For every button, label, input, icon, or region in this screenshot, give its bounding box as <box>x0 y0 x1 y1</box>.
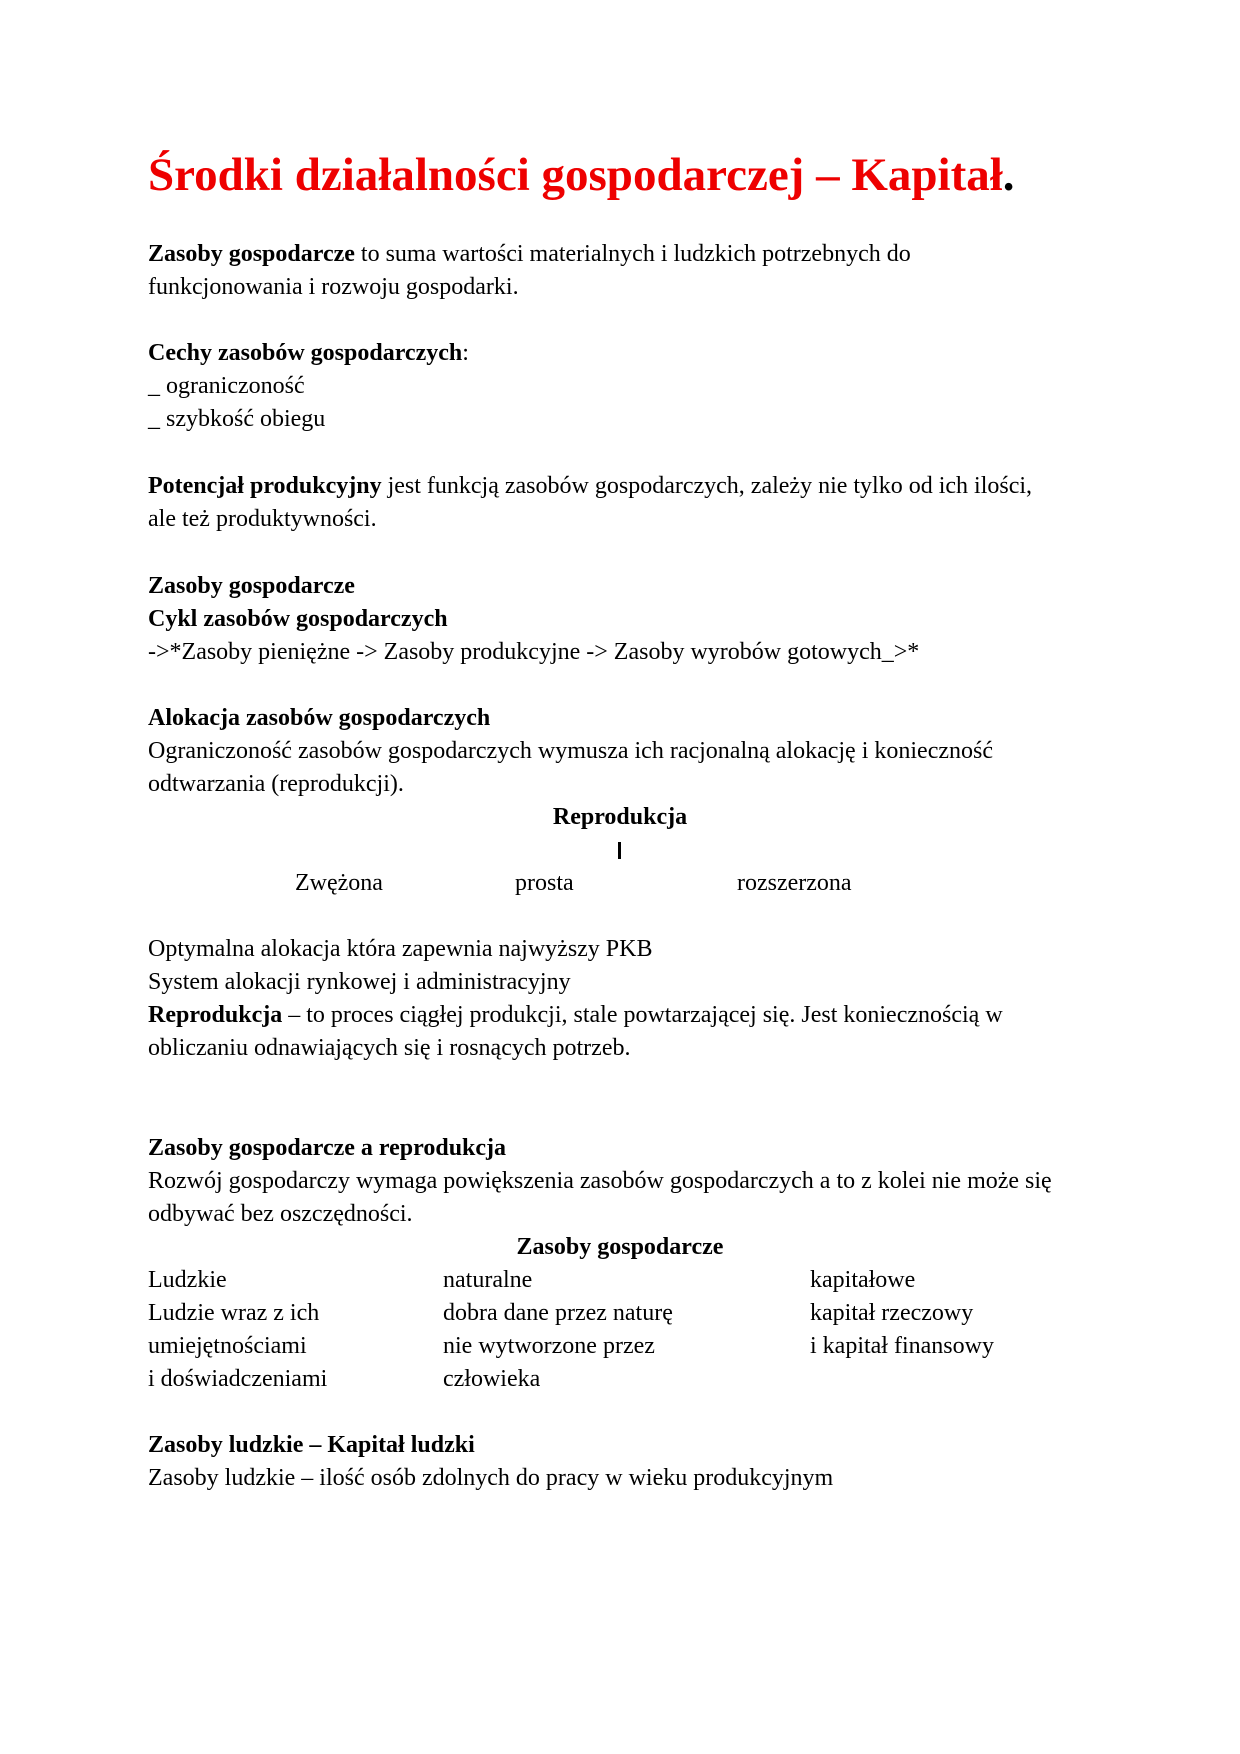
intro-line-1 <box>148 238 911 271</box>
reproduction-term: Reprodukcja <box>148 1002 283 1028</box>
cycle-heading-2: Cykl zasobów gospodarczych <box>148 606 448 632</box>
human-resources-heading: Zasoby ludzkie – Kapitał ludzki <box>148 1432 475 1458</box>
document-title-text: Środki działalności gospodarczej – Kapitał <box>148 149 1003 201</box>
reproduction-definition-line-2: obliczaniu odnawiających się i rosnących potrzeb. <box>148 1035 631 1061</box>
document-title-period: . <box>1002 149 1015 201</box>
potential-term: Potencjał produkcyjny <box>148 473 382 499</box>
column-line: człowieka <box>443 1366 541 1392</box>
features-heading-text: Cechy zasobów gospodarczych <box>148 340 463 366</box>
reproduction-type-simple: prosta <box>515 870 574 896</box>
reproduction-section-heading: Zasoby gospodarcze a reprodukcja <box>148 1135 507 1161</box>
reproduction-diagram-heading: Reprodukcja <box>552 804 688 830</box>
intro-text: to suma wartości materialnych i ludzkich potrzebnych do <box>354 241 911 267</box>
allocation-heading: Alokacja zasobów gospodarczych <box>148 705 491 731</box>
column-line: umiejętnościami <box>148 1333 307 1359</box>
column-title-natural: naturalne <box>443 1267 533 1293</box>
potential-text: jest funkcją zasobów gospodarczych, zależy nie tylko od ich ilości, <box>381 473 1033 499</box>
potential-line-1 <box>148 470 1032 503</box>
column-line: i kapitał finansowy <box>810 1333 994 1359</box>
allocation-optimal: Optymalna alokacja która zapewnia najwyższy PKB <box>148 936 653 962</box>
column-line: nie wytworzone przez <box>443 1333 655 1359</box>
reproduction-diagram-connector <box>618 842 621 859</box>
cycle-heading-1: Zasoby gospodarcze <box>148 573 355 599</box>
column-line: Ludzie wraz z ich <box>148 1300 320 1326</box>
reproduction-type-extended: rozszerzona <box>737 870 852 896</box>
column-line: kapitał rzeczowy <box>810 1300 974 1326</box>
features-heading <box>148 337 469 370</box>
feature-item-2: _ szybkość obiegu <box>148 406 326 432</box>
features-heading-colon: : <box>462 340 469 366</box>
reproduction-line-1: Rozwój gospodarczy wymaga powiększenia zasobów gospodarczych a to z kolei nie może się <box>148 1168 1052 1194</box>
intro-term: Zasoby gospodarcze <box>148 241 355 267</box>
cycle-flow: ->*Zasoby pieniężne -> Zasoby produkcyjne -> Zasoby wyrobów gotowych_>* <box>148 639 920 665</box>
allocation-system: System alokacji rynkowej i administracyjny <box>148 969 571 995</box>
allocation-line-2: odtwarzania (reprodukcji). <box>148 771 404 797</box>
feature-item-1: _ ograniczoność <box>148 373 305 399</box>
reproduction-definition-text: – to proces ciągłej produkcji, stale powtarzającej się. Jest koniecznością w <box>282 1002 1003 1028</box>
document-title <box>148 145 1015 205</box>
column-title-human: Ludzkie <box>148 1267 227 1293</box>
potential-line-2: ale też produktywności. <box>148 506 377 532</box>
reproduction-line-2: odbywać bez oszczędności. <box>148 1201 413 1227</box>
reproduction-definition-line-1 <box>148 999 1003 1032</box>
column-title-capital: kapitałowe <box>810 1267 916 1293</box>
allocation-line-1: Ograniczoność zasobów gospodarczych wymusza ich racjonalną alokację i konieczność <box>148 738 993 764</box>
intro-line-2: funkcjonowania i rozwoju gospodarki. <box>148 274 519 300</box>
column-line: dobra dane przez naturę <box>443 1300 673 1326</box>
resources-table-heading: Zasoby gospodarcze <box>516 1234 724 1260</box>
column-line: i doświadczeniami <box>148 1366 328 1392</box>
human-resources-line-1: Zasoby ludzkie – ilość osób zdolnych do pracy w wieku produkcyjnym <box>148 1465 834 1491</box>
reproduction-type-narrowed: Zwężona <box>295 870 383 896</box>
